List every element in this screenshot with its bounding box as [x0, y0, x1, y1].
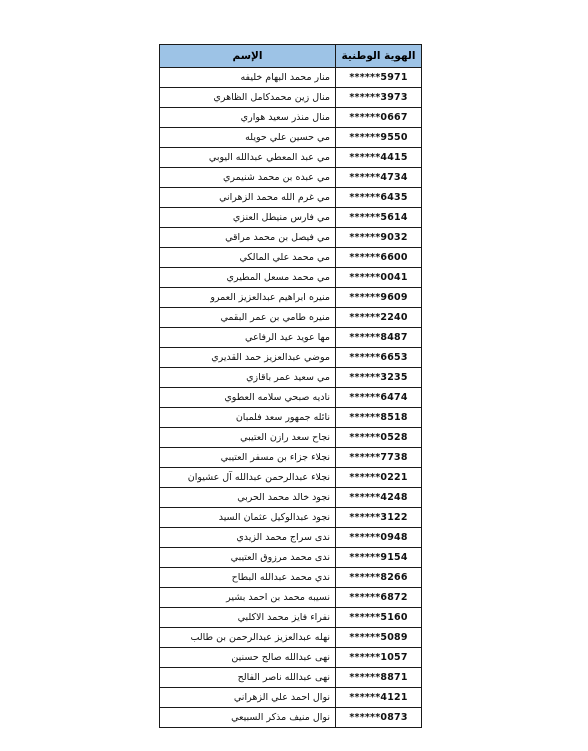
national-id-cell: ******0667: [336, 108, 422, 128]
national-id-cell: ******5160: [336, 608, 422, 628]
table-row: [160, 268, 422, 288]
name-header: الإسم: [160, 45, 336, 68]
name-cell: مها عويد عيد الرفاعي: [160, 328, 336, 348]
name-cell: مي محمد مسعل المطيري: [160, 268, 336, 288]
national-id-cell: ******7738: [336, 448, 422, 468]
table-row: [160, 488, 422, 508]
name-cell: نهى عبدالله صالح حسنين: [160, 648, 336, 668]
name-cell: منال زين محمدكامل الظاهري: [160, 88, 336, 108]
name-cell: مي محمد علي المالكي: [160, 248, 336, 268]
table-row: [160, 428, 422, 448]
name-cell: نجود خالد محمد الحربي: [160, 488, 336, 508]
national-id-cell: ******6435: [336, 188, 422, 208]
national-id-cell: ******0528: [336, 428, 422, 448]
national-id-cell: ******6474: [336, 388, 422, 408]
table-row: [160, 628, 422, 648]
name-cell: مي غرم الله محمد الزهراني: [160, 188, 336, 208]
table-row: [160, 348, 422, 368]
national-id-cell: ******4415: [336, 148, 422, 168]
name-cell: نسيبه محمد بن احمد بشير: [160, 588, 336, 608]
national-id-cell: ******8871: [336, 668, 422, 688]
national-id-cell: ******5614: [336, 208, 422, 228]
table-row: [160, 148, 422, 168]
national-id-cell: ******1057: [336, 648, 422, 668]
name-cell: منار محمد البهام خليفه: [160, 68, 336, 88]
name-cell: نجلاء عبدالرحمن عبدالله آل عشيوان: [160, 468, 336, 488]
name-cell: مي فارس منيطل العنزي: [160, 208, 336, 228]
table-row: [160, 68, 422, 88]
national-id-cell: ******4248: [336, 488, 422, 508]
table-row: [160, 88, 422, 108]
table-row: [160, 408, 422, 428]
national-id-cell: ******4734: [336, 168, 422, 188]
table-body: [160, 68, 422, 728]
table-row: [160, 188, 422, 208]
table-row: [160, 508, 422, 528]
national-id-cell: ******6653: [336, 348, 422, 368]
table-row: [160, 548, 422, 568]
national-id-cell: ******0221: [336, 468, 422, 488]
name-cell: نفراء فايز محمد الاكلبي: [160, 608, 336, 628]
table-row: [160, 468, 422, 488]
national-id-cell: ******9154: [336, 548, 422, 568]
table-row: [160, 528, 422, 548]
name-cell: مي سعيد عمر باقازي: [160, 368, 336, 388]
national-id-cell: ******6600: [336, 248, 422, 268]
table-row: [160, 608, 422, 628]
table-row: [160, 588, 422, 608]
table-row: [160, 288, 422, 308]
national-id-cell: ******5971: [336, 68, 422, 88]
table-row: [160, 688, 422, 708]
national-id-cell: ******8487: [336, 328, 422, 348]
name-cell: نهى عبدالله ناصر الفالح: [160, 668, 336, 688]
table-row: [160, 448, 422, 468]
table-row: [160, 168, 422, 188]
name-cell: مي عبد المعطي عبدالله اليوبي: [160, 148, 336, 168]
national-id-cell: ******9032: [336, 228, 422, 248]
name-cell: ندى سراج محمد الزيدي: [160, 528, 336, 548]
table-row: [160, 708, 422, 728]
name-cell: منال منذر سعيد هواري: [160, 108, 336, 128]
name-cell: موضي عبدالعزيز حمد القديري: [160, 348, 336, 368]
national-id-header: الهوية الوطنية: [336, 45, 422, 68]
table-row: [160, 328, 422, 348]
name-cell: نجلاء جزاء بن مسفر العتيبي: [160, 448, 336, 468]
name-cell: نهله عبدالعزيز عبدالرحمن بن طالب: [160, 628, 336, 648]
national-id-cell: ******9550: [336, 128, 422, 148]
national-id-cell: ******3973: [336, 88, 422, 108]
table-row: [160, 108, 422, 128]
name-cell: نجاح سعد رازن العتيبي: [160, 428, 336, 448]
name-cell: نائله جمهور سعد فلمبان: [160, 408, 336, 428]
table-row: [160, 308, 422, 328]
national-id-cell: ******3235: [336, 368, 422, 388]
names-table: [159, 44, 422, 728]
national-id-cell: ******8266: [336, 568, 422, 588]
header-row: [160, 45, 422, 68]
name-cell: منيره طامي بن عمر البقمي: [160, 308, 336, 328]
name-cell: نوال احمد علي الزهراني: [160, 688, 336, 708]
name-cell: ناديه صبحي سلامه العطوي: [160, 388, 336, 408]
national-id-cell: ******3122: [336, 508, 422, 528]
national-id-cell: ******4121: [336, 688, 422, 708]
name-cell: مي عبده بن محمد شنيمري: [160, 168, 336, 188]
table-row: [160, 248, 422, 268]
national-id-cell: ******2240: [336, 308, 422, 328]
table-row: [160, 228, 422, 248]
name-cell: مي حسين علي حويله: [160, 128, 336, 148]
name-cell: منيره ابراهيم عبدالعزيز العمرو: [160, 288, 336, 308]
name-cell: ندى محمد مرزوق العتيبي: [160, 548, 336, 568]
national-id-cell: ******0948: [336, 528, 422, 548]
name-cell: مي فيصل بن محمد مراقي: [160, 228, 336, 248]
table-row: [160, 568, 422, 588]
national-id-cell: ******9609: [336, 288, 422, 308]
name-cell: نجود عبدالوكيل عثمان السيد: [160, 508, 336, 528]
national-id-cell: ******6872: [336, 588, 422, 608]
national-id-cell: ******0041: [336, 268, 422, 288]
table-row: [160, 648, 422, 668]
national-id-cell: ******0873: [336, 708, 422, 728]
national-id-cell: ******5089: [336, 628, 422, 648]
national-id-cell: ******8518: [336, 408, 422, 428]
names-sheet: [160, 44, 422, 728]
table-row: [160, 128, 422, 148]
table-row: [160, 668, 422, 688]
table-row: [160, 388, 422, 408]
table-row: [160, 368, 422, 388]
table-row: [160, 208, 422, 228]
name-cell: نوال منيف مذكر السبيعي: [160, 708, 336, 728]
name-cell: ندي محمد عبدالله البطاح: [160, 568, 336, 588]
